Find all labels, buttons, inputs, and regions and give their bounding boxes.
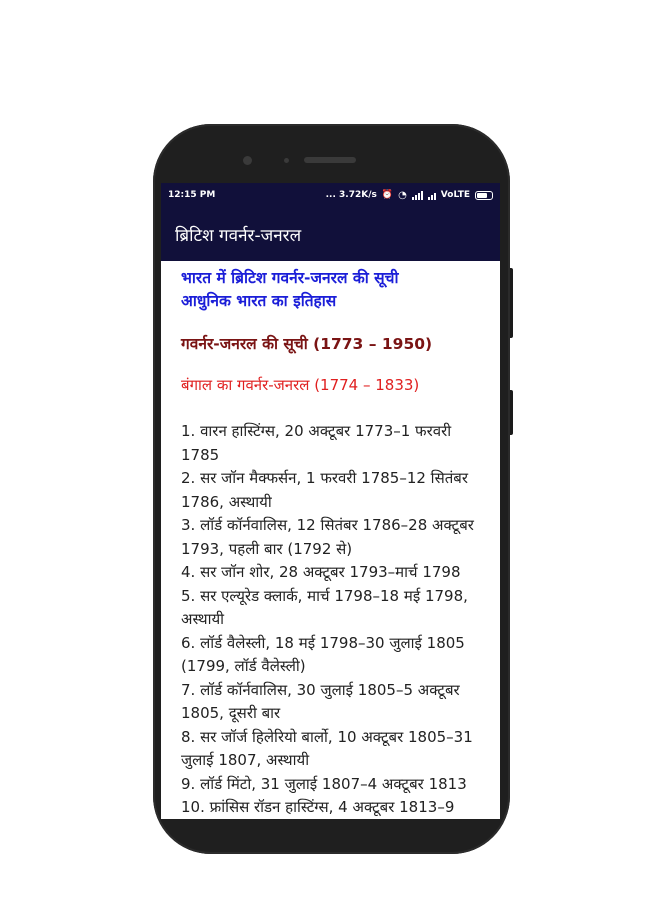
app-bar	[161, 207, 500, 261]
list-item: 9. लॉर्ड मिंटो, 31 जुलाई 1807–4 अक्टूबर 1813	[181, 774, 467, 793]
alarm-icon: ⏰	[381, 190, 394, 200]
status-bar	[161, 183, 500, 207]
intro-line: आधुनिक भारत का इतिहास	[181, 292, 337, 310]
status-icons	[326, 190, 493, 201]
earpiece-speaker	[304, 157, 356, 163]
list-heading: गवर्नर-जनरल की सूची (1773 – 1950)	[181, 335, 433, 353]
network-type: VoLTE	[440, 190, 470, 200]
intro-line: भारत में ब्रिटिश गवर्नर-जनरल की सूची	[181, 269, 399, 287]
list-item: 10. फ्रांसिस रॉडन हास्टिंग्स, 4 अक्टूबर 1813–9	[181, 798, 455, 816]
list-item: 6. लॉर्ड वैलेस्ली, 18 मई 1798–30 जुलाई 1805 (1799, लॉर्ड वैलेस्ली)	[181, 633, 465, 675]
list-item: 1. वारन हास्टिंग्स, 20 अक्टूबर 1773–1 फरवरी 1785	[181, 422, 452, 464]
signal-icon-2	[428, 191, 436, 200]
battery-icon	[475, 191, 493, 200]
section-heading: बंगाल का गवर्नर-जनरल (1774 – 1833)	[181, 376, 420, 394]
list-item: 5. सर एल्यूरेड क्लार्क, मार्च 1798–18 मई 1798, अस्थायी	[181, 586, 468, 628]
status-time: 12:15 PM	[168, 190, 216, 200]
governor-list	[181, 420, 488, 819]
list-item: 8. सर जॉर्ज हिलेरियो बार्लो, 10 अक्टूबर 1805–31 जुलाई 1807, अस्थायी	[181, 727, 473, 769]
intro-text	[181, 267, 488, 313]
list-item: 2. सर जॉन मैक्फर्सन, 1 फरवरी 1785–12 सितंबर 1786, अस्थायी	[181, 469, 468, 511]
signal-icon	[412, 191, 423, 200]
network-speed: ... 3.72K/s	[325, 190, 377, 200]
list-item: 3. लॉर्ड कॉर्नवालिस, 12 सितंबर 1786–28 अक्टूबर 1793, पहली बार (1792 से)	[181, 516, 474, 558]
list-item: 7. लॉर्ड कॉर्नवालिस, 30 जुलाई 1805–5 अक्टूबर 1805, दूसरी बार	[181, 680, 460, 722]
proximity-sensor	[284, 158, 289, 163]
article-content[interactable]	[161, 261, 500, 819]
list-item: 4. सर जॉन शोर, 28 अक्टूबर 1793–मार्च 1798	[181, 563, 461, 581]
front-camera	[243, 156, 252, 165]
wifi-icon: ◔	[398, 189, 407, 201]
app-title: ब्रिटिश गवर्नर-जनरल	[175, 225, 302, 246]
phone-screen	[161, 183, 500, 819]
